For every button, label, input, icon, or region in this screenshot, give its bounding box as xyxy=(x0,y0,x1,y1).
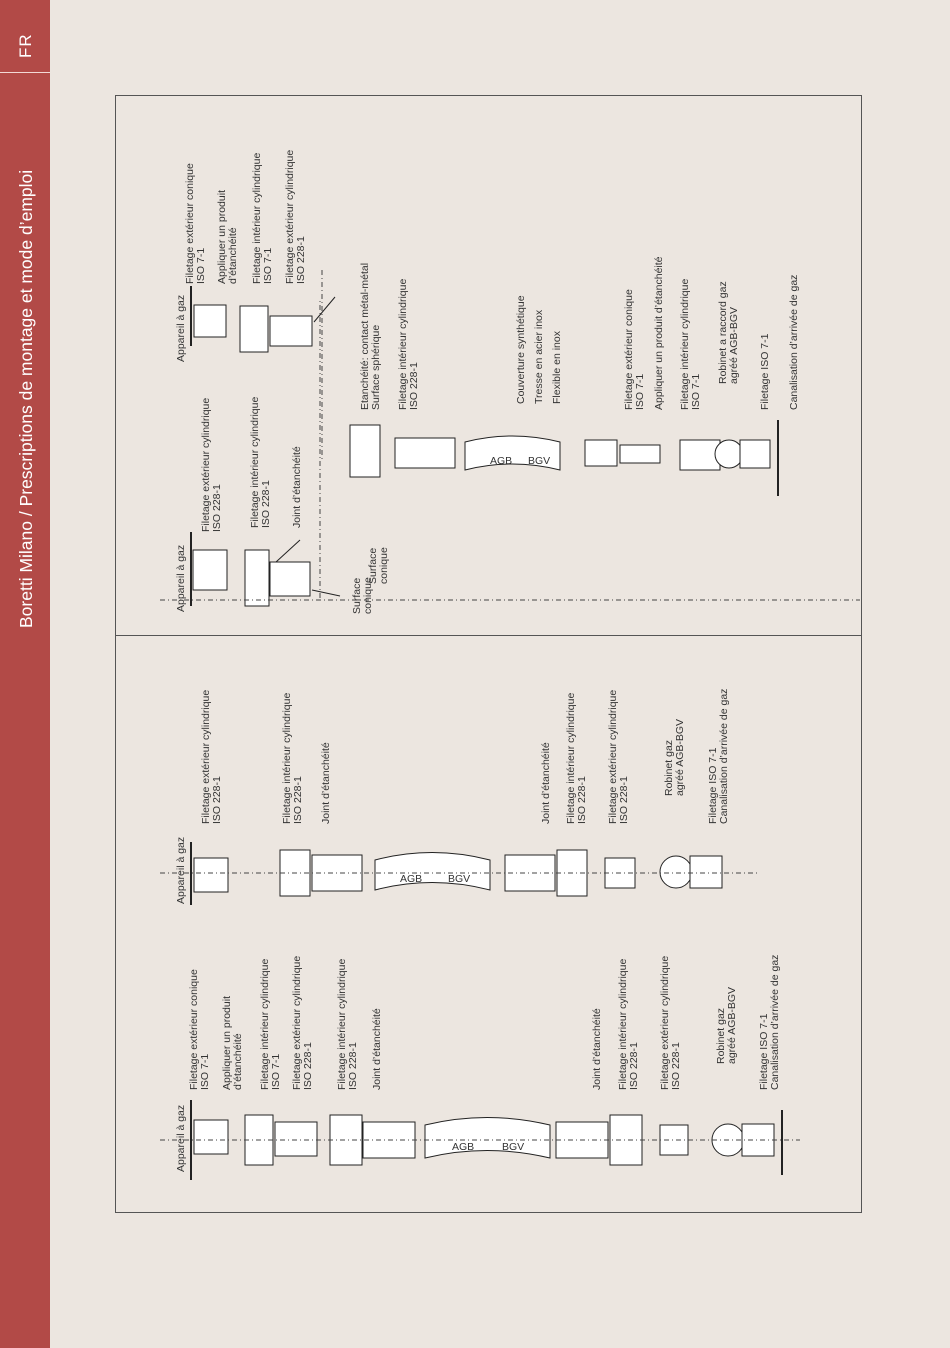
callout-label: Appliquer un produit d’étanchéité xyxy=(653,256,665,410)
page-header-title: Boretti Milano / Prescriptions de montage et mode d’emploi xyxy=(16,169,36,628)
svg-text:BGV: BGV xyxy=(528,455,551,467)
svg-text:BGV: BGV xyxy=(502,1141,525,1153)
union-nut-shape xyxy=(350,425,380,477)
callout-label: Tresse en acier inox xyxy=(533,309,545,404)
callout-label: Surfaceconique xyxy=(367,547,390,584)
callout-label: Robinet gazagréé AGB-BGV xyxy=(663,718,686,796)
svg-text:AGB: AGB xyxy=(400,873,423,885)
callout-label: Couverture synthétique xyxy=(515,295,527,404)
callout-label: Joint d’étanchéité xyxy=(591,1008,603,1090)
callout-label: Joint d’étanchéité xyxy=(371,1008,383,1090)
callout-label: Etanchéité: contact métal-métalSurface sphérique xyxy=(359,262,382,410)
callout-label: Filetage intérieur cylindriqueISO 7-1 xyxy=(251,152,274,284)
svg-text:AGB: AGB xyxy=(452,1141,475,1153)
callout-label: Appliquer un produitd’étanchéité xyxy=(221,996,244,1090)
callout-label: Filetage intérieur cylindriqueISO 228-1 xyxy=(249,396,272,528)
callout-label: Filetage intérieur cylindriqueISO 228-1 xyxy=(336,958,359,1090)
callout-label: Flexible en inox xyxy=(551,331,563,404)
callout-label: Appareil à gaz xyxy=(175,294,187,362)
callout-label: Joint d’étanchéité xyxy=(540,742,552,824)
callout-label: Filetage extérieur cylindriqueISO 228-1 xyxy=(607,689,630,824)
callout-label: Joint d’étanchéité xyxy=(291,446,303,528)
callout-label: Joint d’étanchéité xyxy=(320,742,332,824)
callout-label: Filetage extérieur cylindriqueISO 228-1 xyxy=(200,397,223,532)
callout-label: Filetage intérieur cylindriqueISO 228-1 xyxy=(397,278,420,410)
callout-label: Appliquer un produitd’étanchéité xyxy=(216,190,239,284)
bottom-left-assembly xyxy=(160,1100,800,1180)
callout-label: Filetage extérieur coniqueISO 7-1 xyxy=(188,969,211,1090)
svg-text:AGB: AGB xyxy=(490,455,513,467)
callout-label: Canalisation d’arrivée de gaz xyxy=(788,274,800,410)
callout-label: Filetage intérieur cylindriqueISO 228-1 xyxy=(281,692,304,824)
callout-label: Filetage extérieur coniqueISO 7-1 xyxy=(184,163,207,284)
callout-label: Filetage ISO 7-1Canalisation d’arrivée de gaz xyxy=(758,954,781,1090)
callout-label: Surfaceconique xyxy=(351,577,374,614)
callout-label: Filetage intérieur cylindriqueISO 228-1 xyxy=(617,958,640,1090)
callout-label: Filetage extérieur cylindriqueISO 228-1 xyxy=(284,149,307,284)
callout-label: Filetage extérieur coniqueISO 7-1 xyxy=(623,289,646,410)
language-code: FR xyxy=(16,33,35,58)
callout-label: Robinet gazagréé AGB-BGV xyxy=(715,986,738,1064)
callout-label: Appareil à gaz xyxy=(175,1104,187,1172)
appliance-connector-shape xyxy=(193,550,227,590)
callout-label: Appareil à gaz xyxy=(175,544,187,612)
valve-body-shape xyxy=(715,440,743,468)
callout-label: Filetage intérieur cylindriqueISO 7-1 xyxy=(259,958,282,1090)
callout-label: Filetage ISO 7-1Canalisation d’arrivée de gaz xyxy=(707,688,730,824)
callout-label: Filetage extérieur cylindriqueISO 228-1 xyxy=(659,955,682,1090)
callout-label: Appareil à gaz xyxy=(175,836,187,904)
callout-label: Filetage extérieur cylindriqueISO 228-1 xyxy=(200,689,223,824)
callout-label: Filetage intérieur cylindriqueISO 7-1 xyxy=(679,278,702,410)
callout-label: Filetage ISO 7-1 xyxy=(759,333,771,410)
callout-label: Filetage intérieur cylindriqueISO 228-1 xyxy=(565,692,588,824)
callout-label: Filetage extérieur cylindriqueISO 228-1 xyxy=(291,955,314,1090)
bottom-right-assembly xyxy=(160,842,760,905)
callout-label: Robinet a raccord gazagréé AGB-BGV xyxy=(717,281,740,384)
svg-text:BGV: BGV xyxy=(448,873,471,885)
